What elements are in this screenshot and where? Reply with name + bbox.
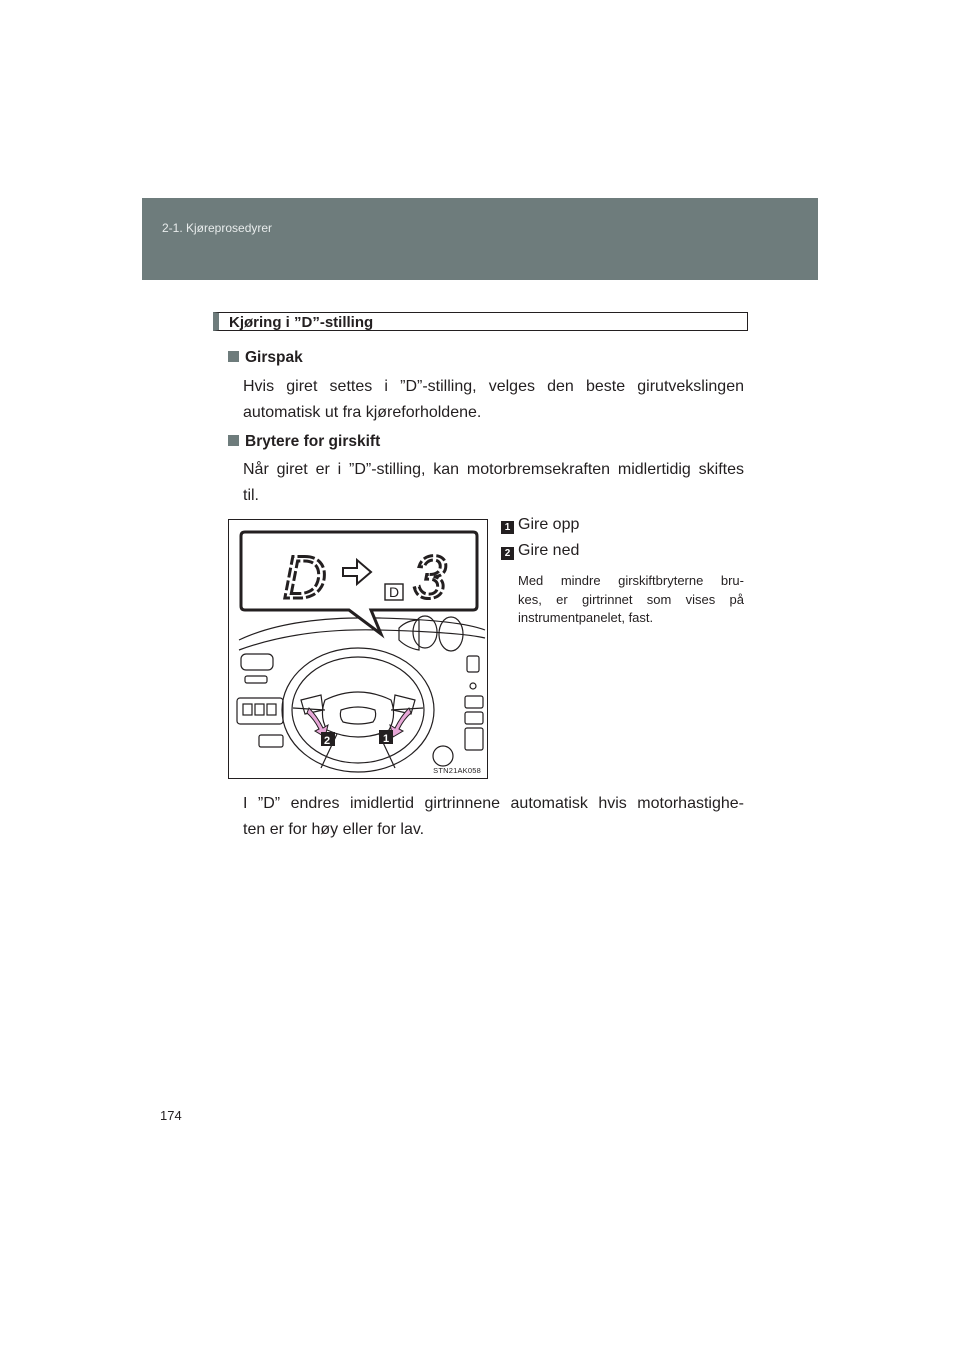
section-title: Kjøring i ”D”-stilling bbox=[229, 314, 374, 331]
paddle-shift-illustration bbox=[228, 519, 488, 779]
section-heading-bar bbox=[213, 312, 748, 331]
page-number: 174 bbox=[160, 1108, 182, 1123]
chapter-header bbox=[142, 198, 818, 280]
square-bullet-icon bbox=[228, 435, 239, 446]
square-bullet-icon bbox=[228, 351, 239, 362]
legend-label-down: Gire ned bbox=[518, 542, 580, 559]
legend-number-1: 1 bbox=[501, 521, 514, 534]
marker-2-label: 2 bbox=[324, 735, 331, 747]
illustration-code: STN21AK058 bbox=[433, 766, 481, 775]
girspak-paragraph: Hvis giret settes i ”D”-stilling, velges den beste girutvekslingen automatisk ut fra kjøreforholdene. bbox=[243, 378, 744, 421]
brytere-paragraph: Når giret er i ”D”-stilling, kan motorbremsekraften midlertidig skiftes til. bbox=[243, 461, 744, 504]
subheading-brytere: Brytere for girskift bbox=[228, 433, 380, 451]
chapter-title: 2-1. Kjøreprosedyrer bbox=[162, 221, 273, 235]
steering-wheel-drawing bbox=[229, 520, 487, 778]
marker-1-label: 1 bbox=[383, 733, 390, 745]
gear-display-note: Med mindre girskiftbryterne bru- kes, er girtrinnet som vises på instrumentpanelet, fast. bbox=[518, 573, 744, 625]
display-current-gear: D bbox=[283, 544, 327, 611]
legend-item-up bbox=[501, 516, 579, 534]
legend-item-down bbox=[501, 542, 579, 560]
closing-paragraph: I ”D” endres imidlertid girtrinnene automatisk hvis motorhastighe- ten er for høy eller for lav. bbox=[243, 795, 744, 838]
legend-number-2: 2 bbox=[501, 547, 514, 560]
display-selected-gear: 3 bbox=[413, 544, 447, 611]
subheading-girspak: Girspak bbox=[228, 349, 303, 367]
display-d-badge: D bbox=[389, 584, 400, 600]
legend-label-up: Gire opp bbox=[518, 516, 580, 533]
